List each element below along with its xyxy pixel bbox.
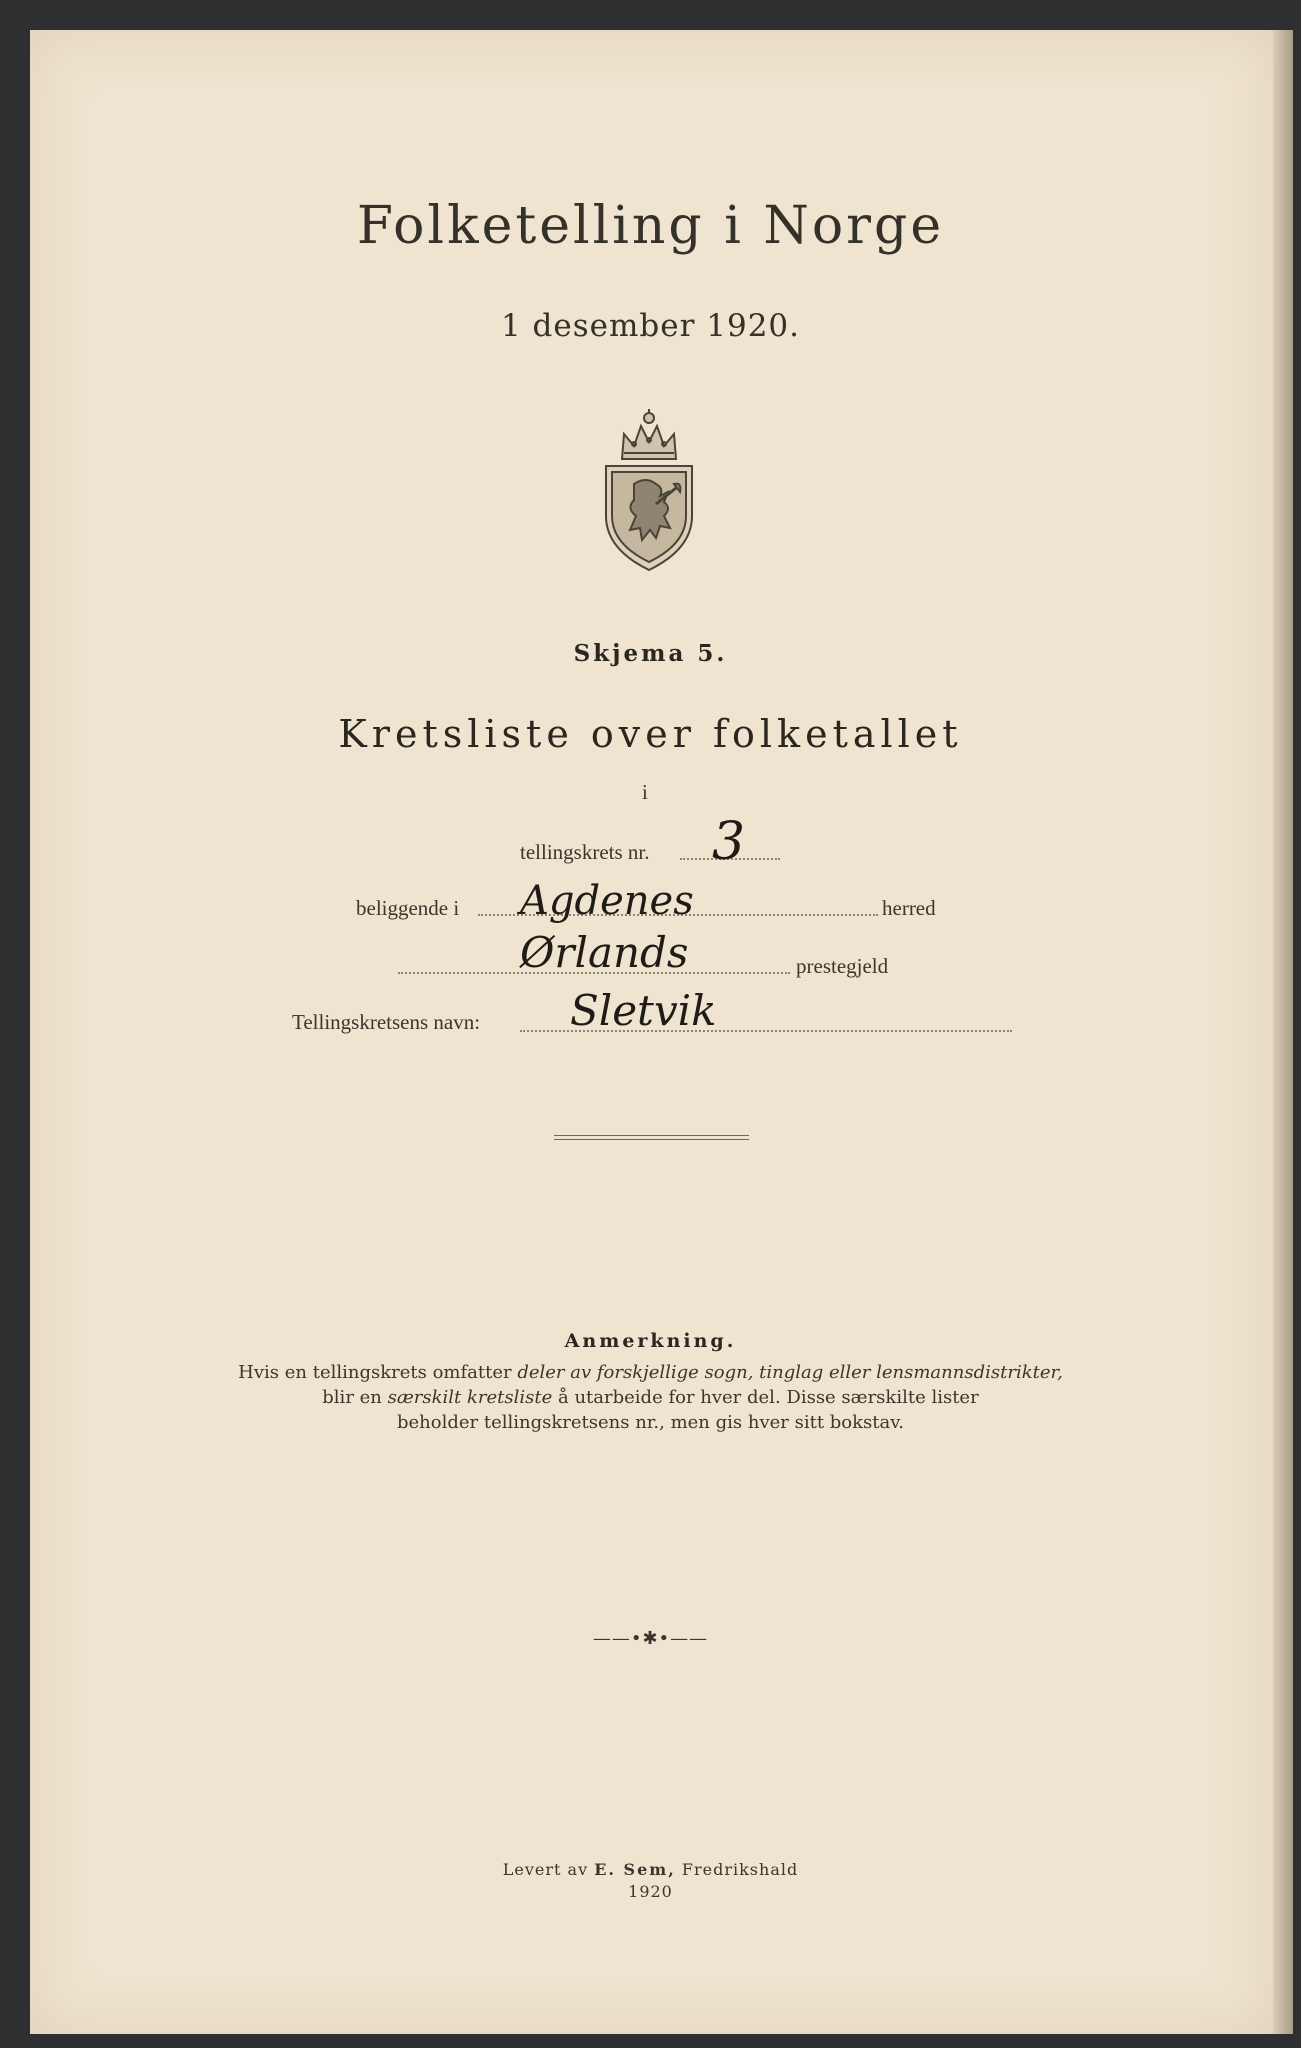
tellingskrets-label: tellingskrets nr. bbox=[520, 840, 650, 864]
norwegian-coat-of-arms-icon bbox=[594, 404, 704, 578]
form-heading: Kretsliste over folketallet bbox=[338, 712, 963, 756]
printer-year: 1920 bbox=[628, 1882, 673, 1901]
schema-label: Skjema 5. bbox=[573, 640, 728, 667]
kretsnavn-label: Tellingskretsens navn: bbox=[292, 1010, 481, 1034]
herred-label: herred bbox=[882, 896, 936, 920]
printer-credit: Levert av E. Sem, Fredrikshald bbox=[502, 1860, 799, 1879]
connector-i: i bbox=[642, 780, 648, 804]
tellingskrets-value: 3 bbox=[712, 812, 746, 872]
prestegjeld-label: prestegjeld bbox=[796, 954, 889, 978]
note-line-3: beholder tellingskretsens nr., men gis hver sitt bokstav. bbox=[396, 1412, 904, 1433]
note-line-1: Hvis en tellingskrets omfatter deler av forskjellige sogn, tinglag eller lensmannsdistrikter, bbox=[238, 1362, 1063, 1383]
beliggende-label: beliggende i bbox=[356, 896, 460, 920]
kretsnavn-value: Sletvik bbox=[570, 986, 717, 1035]
herred-value: Agdenes bbox=[520, 878, 694, 924]
note-heading: Anmerkning. bbox=[564, 1330, 737, 1352]
census-date: 1 desember 1920. bbox=[500, 308, 801, 344]
ornament-divider: ——•✱•—— bbox=[592, 1628, 709, 1649]
page-title: Folketelling i Norge bbox=[356, 196, 945, 256]
divider-rule bbox=[554, 1135, 749, 1140]
note-line-2: blir en særskilt kretsliste å utarbeide for hver del. Disse særskilte lister bbox=[322, 1387, 979, 1408]
prestegjeld-value: Ørlands bbox=[520, 928, 689, 977]
